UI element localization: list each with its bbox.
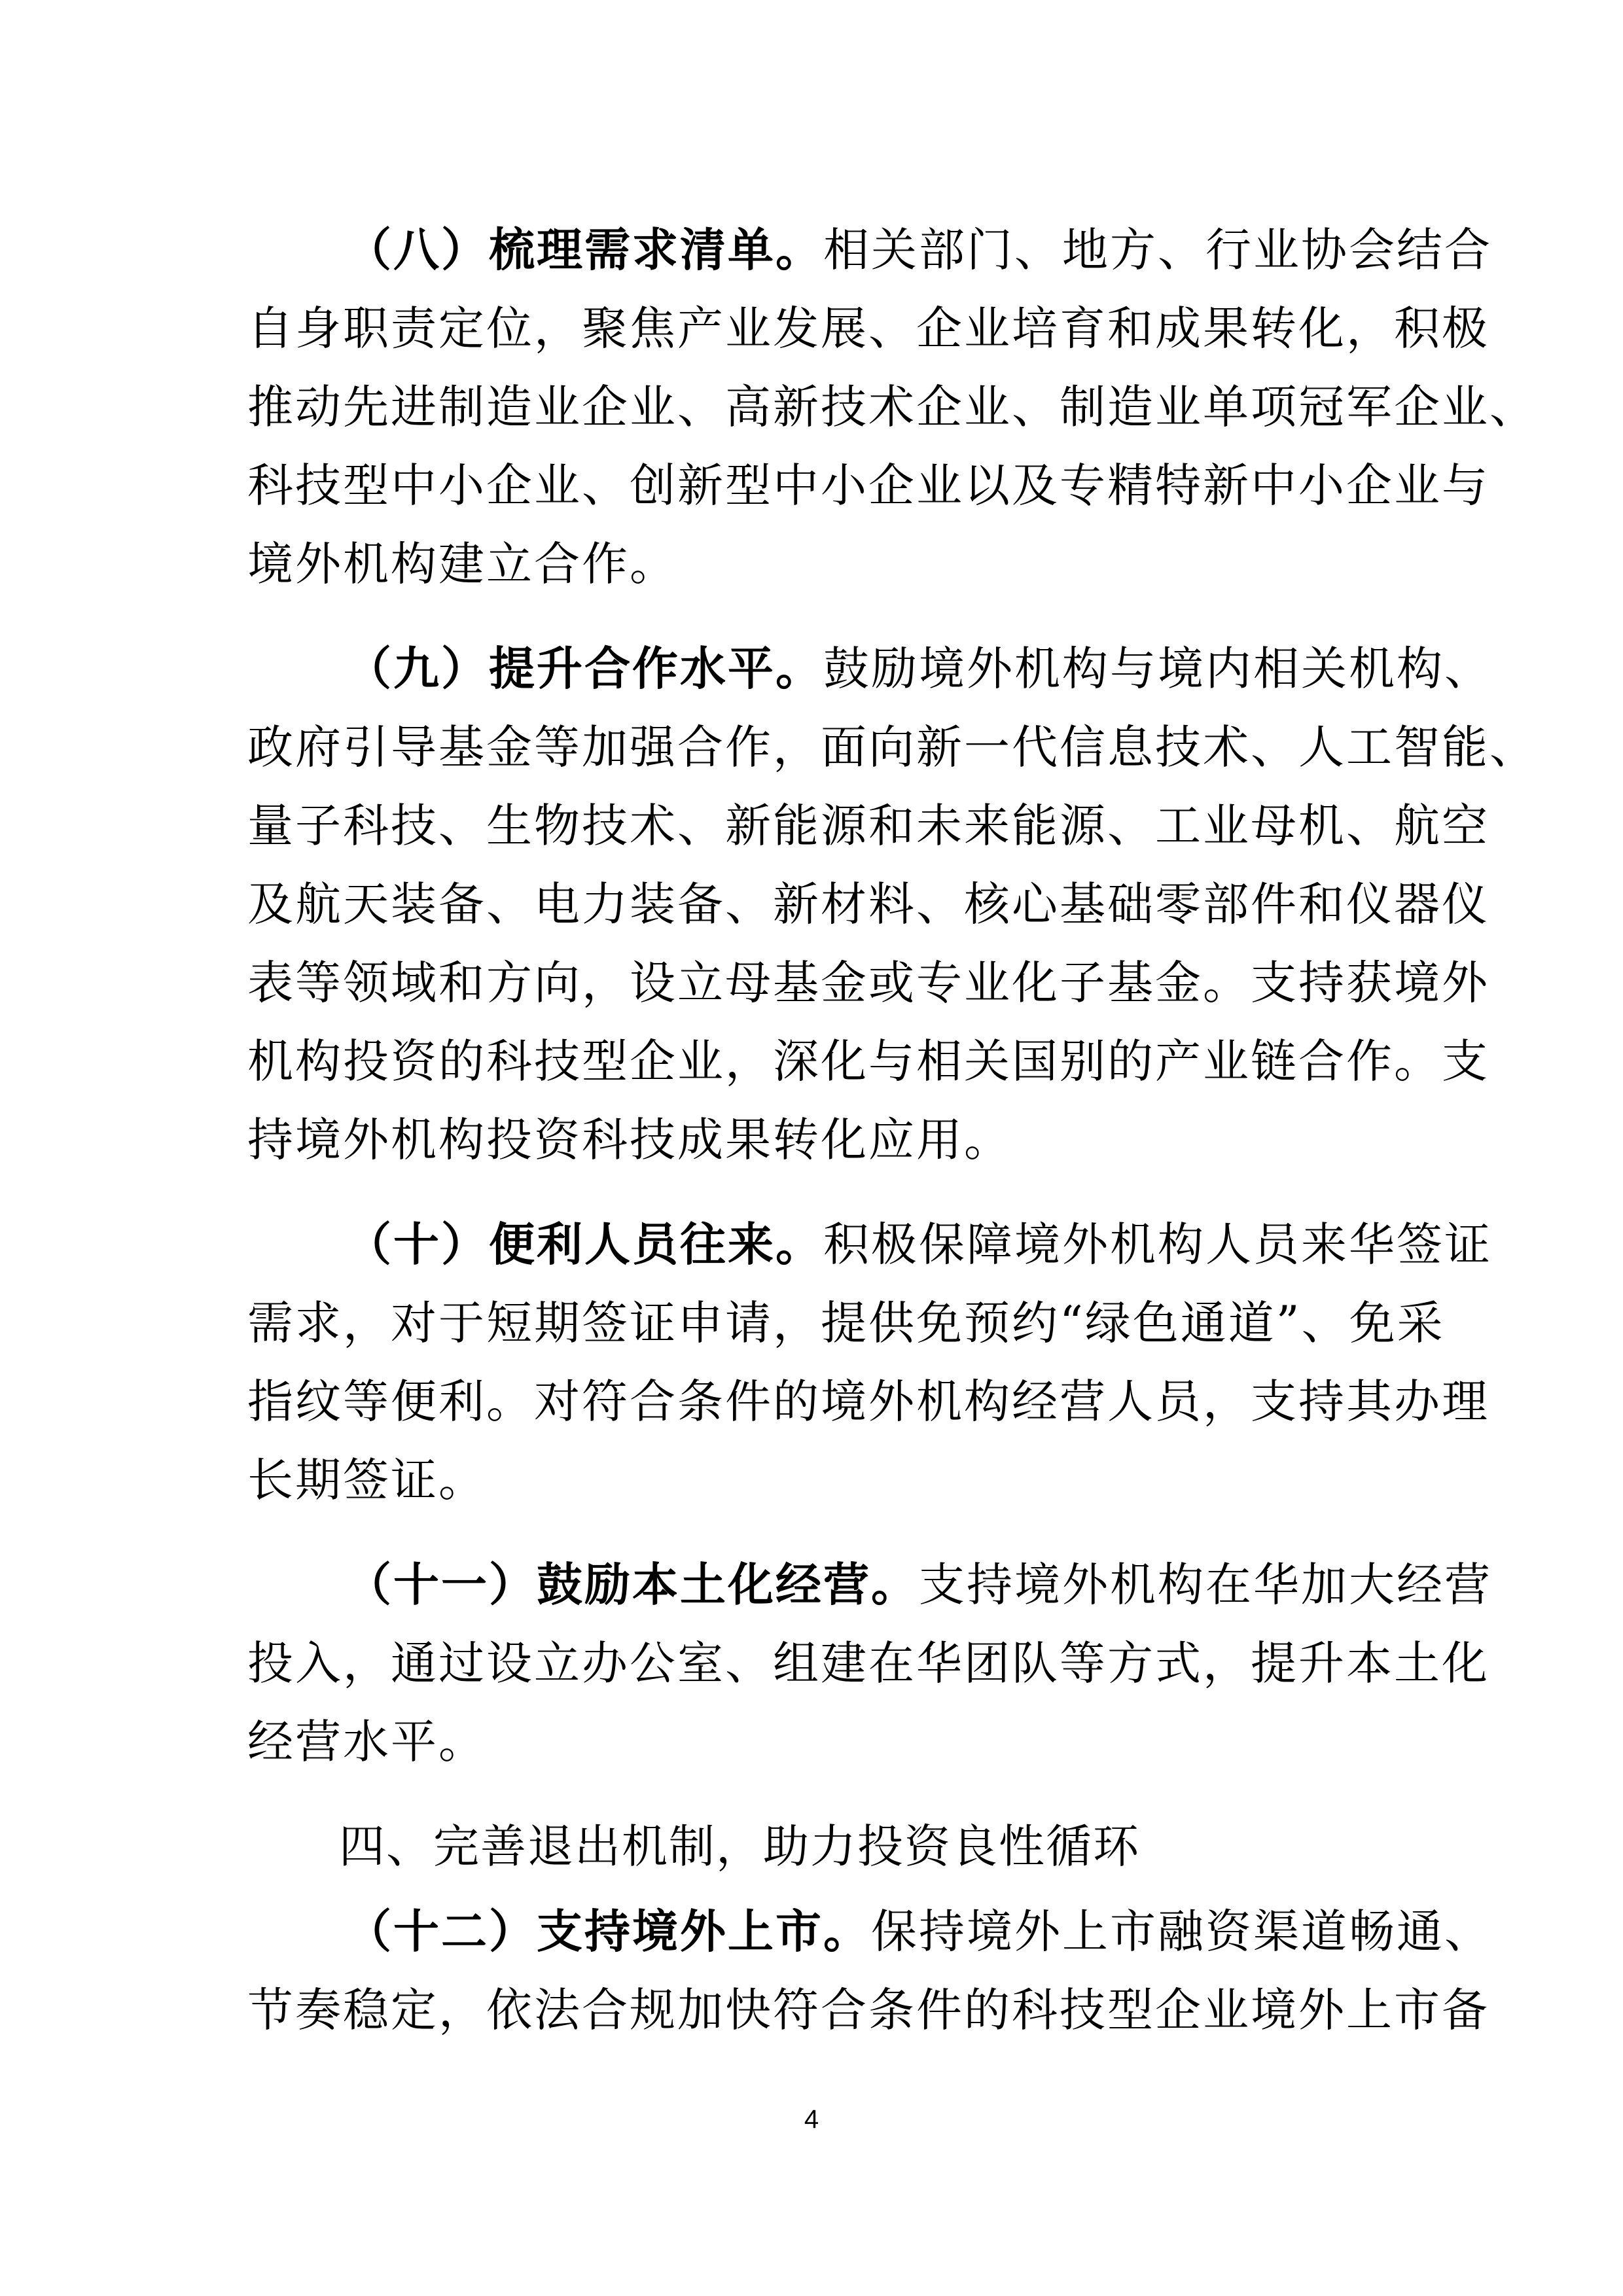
paragraph-10-heading: （十）便利人员往来。 (346, 1217, 823, 1271)
paragraph-12-line-1 (346, 1899, 1492, 1964)
paragraph-8-heading: （八）梳理需求清单。 (346, 222, 823, 277)
paragraph-11-text: 支持境外机构在华加大经营 (919, 1558, 1492, 1612)
paragraph-11-line-2: 投入，通过设立办公室、组建在华团队等方式，提升本土化 (247, 1636, 1489, 1690)
paragraph-11-line-3: 经营水平。 (247, 1715, 486, 1769)
paragraph-9-line-3: 量子科技、生物技术、新能源和未来能源、工业母机、航空 (247, 799, 1489, 853)
page-number: 4 (804, 2105, 819, 2134)
paragraph-9-heading: （九）提升合作水平。 (346, 641, 823, 696)
paragraph-8-line-4: 科技型中小企业、创新型中小企业以及专精特新中小企业与 (247, 459, 1489, 512)
paragraph-12-line-2: 节奏稳定，依法合规加快符合条件的科技型企业境外上市备 (247, 1983, 1489, 2037)
section-heading: 四、完善退出机制，助力投资良性循环 (339, 1820, 1140, 1873)
paragraph-11-heading: （十一）鼓励本土化经营。 (346, 1557, 919, 1612)
paragraph-9-line-1 (346, 636, 1492, 701)
paragraph-10-line-3: 指纹等便利。对符合条件的境外机构经营人员，支持其办理 (247, 1375, 1489, 1428)
paragraph-8-line-5: 境外机构建立合作。 (247, 537, 677, 591)
paragraph-10-line-2: 需求，对于短期签证申请，提供免预约“绿色通道”、免采 (247, 1296, 1445, 1350)
paragraph-9-line-7: 持境外机构投资科技成果转化应用。 (247, 1113, 1012, 1167)
paragraph-10-line-1 (346, 1212, 1492, 1277)
paragraph-9-line-4: 及航天装备、电力装备、新材料、核心基础零部件和仪器仪 (247, 877, 1489, 931)
paragraph-10-text: 积极保障境外机构人员来华签证 (823, 1218, 1492, 1271)
paragraph-9-line-2: 政府引导基金等加强合作，面向新一代信息技术、人工智能、 (247, 720, 1537, 774)
paragraph-12-text: 保持境外上市融资渠道畅通、 (871, 1905, 1492, 1958)
paragraph-8-line-1 (346, 217, 1492, 283)
paragraph-9-text: 鼓励境外机构与境内相关机构、 (823, 642, 1492, 696)
paragraph-8-line-3: 推动先进制造业企业、高新技术企业、制造业单项冠军企业、 (247, 380, 1537, 434)
paragraph-8-line-2: 自身职责定位，聚焦产业发展、企业培育和成果转化，积极 (247, 302, 1489, 355)
paragraph-11-line-1 (346, 1552, 1492, 1617)
paragraph-8-text: 相关部门、地方、行业协会结合 (823, 223, 1492, 277)
paragraph-9-line-6: 机构投资的科技型企业，深化与相关国别的产业链合作。支 (247, 1034, 1489, 1088)
paragraph-9-line-5: 表等领域和方向，设立母基金或专业化子基金。支持获境外 (247, 956, 1489, 1010)
paragraph-12-heading: （十二）支持境外上市。 (346, 1904, 871, 1958)
paragraph-10-line-4: 长期签证。 (247, 1453, 486, 1507)
